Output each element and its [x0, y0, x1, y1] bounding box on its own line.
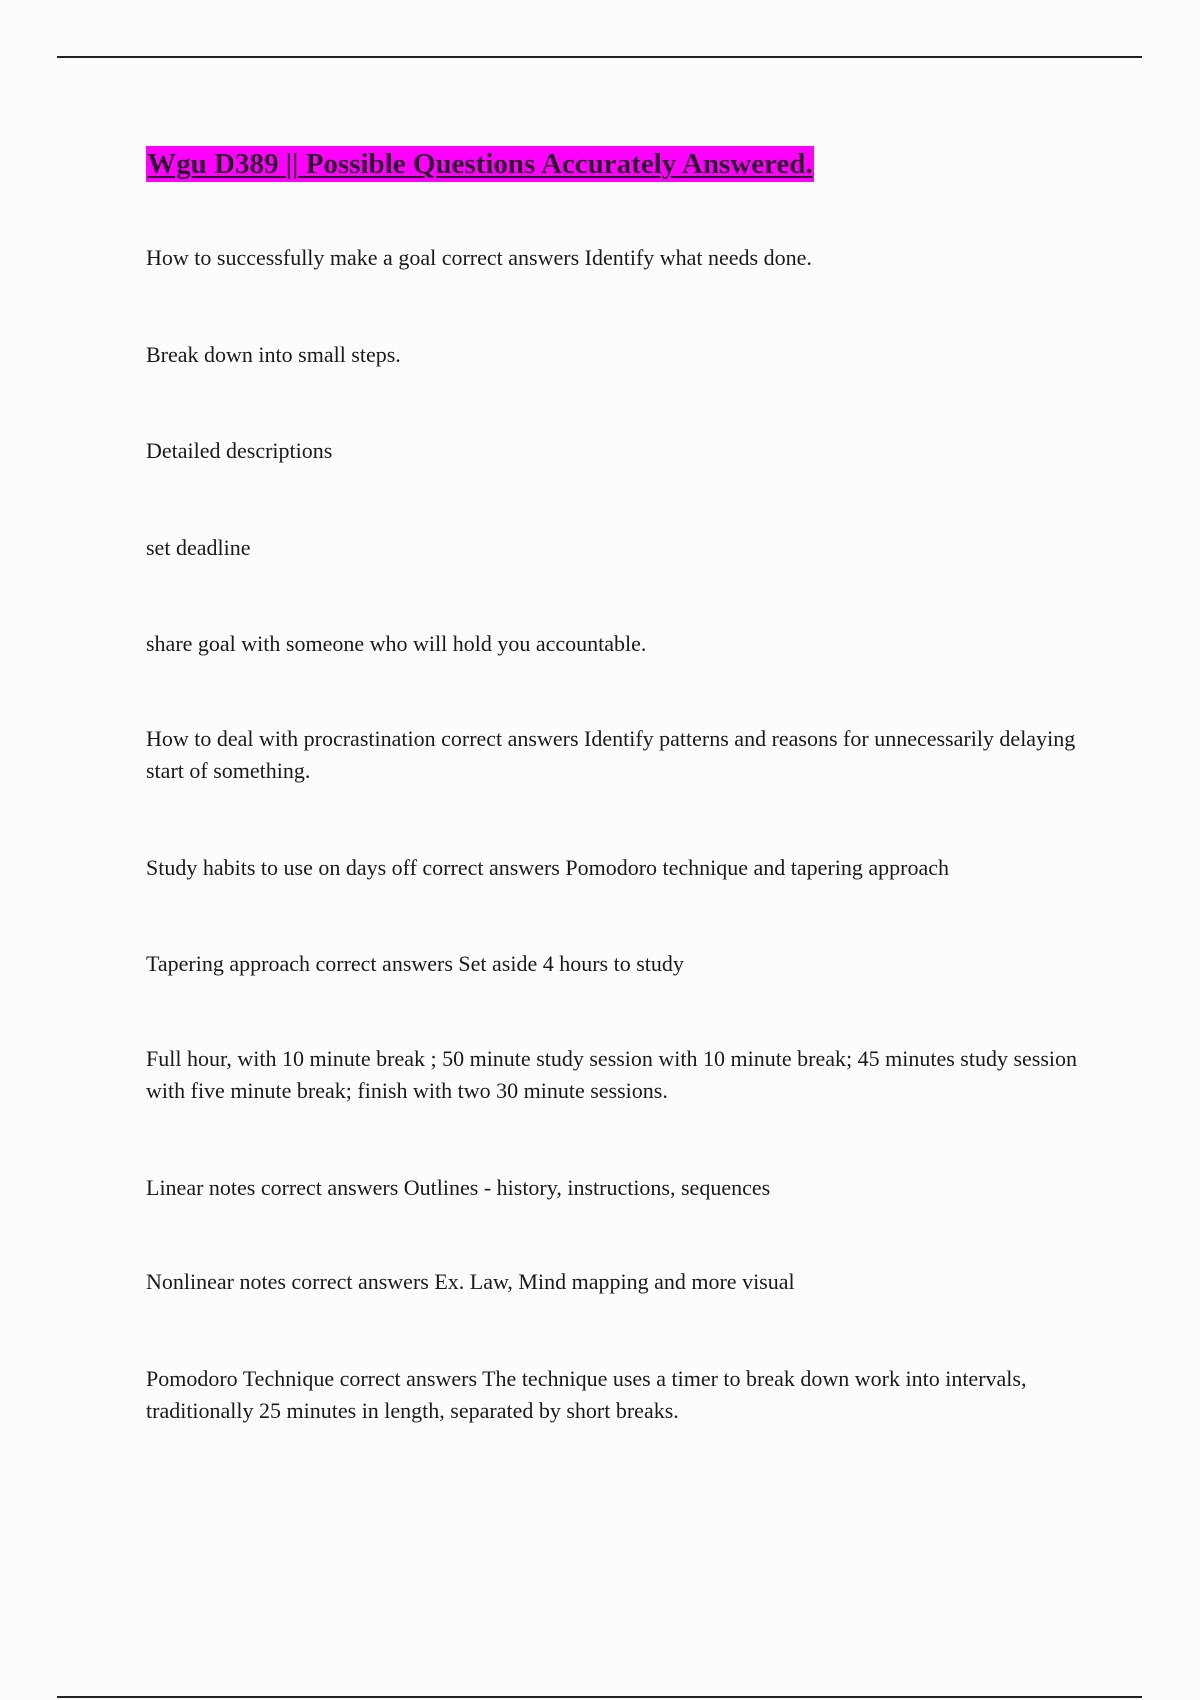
list-item: How to deal with procrastination correct answers Identify patterns and reasons for unnecessarily delaying start of something.: [146, 725, 1076, 783]
header-rule: [57, 56, 1142, 58]
list-item: share goal with someone who will hold you accountable.: [146, 631, 647, 656]
footer-rule: [57, 1696, 1142, 1698]
list-item: set deadline: [146, 534, 251, 560]
entry-list: [146, 242, 1096, 1428]
list-item: Break down into small steps.: [146, 341, 401, 367]
list-item: Linear notes correct answers Outlines - history, instructions, sequences: [146, 1174, 771, 1200]
document-body: [146, 146, 1096, 1428]
list-item: Nonlinear notes correct answers Ex. Law, Mind mapping and more visual: [146, 1269, 795, 1294]
list-item: Pomodoro Technique correct answers The technique uses a timer to break down work into intervals, traditionally 25 minutes in length, separated by short breaks.: [146, 1365, 1027, 1423]
list-item: How to successfully make a goal correct answers Identify what needs done.: [146, 245, 812, 270]
list-item: Full hour, with 10 minute break ; 50 minute study session with 10 minute break; 45 minutes study session with five minute break; finish with two 30 minute sessions.: [146, 1045, 1078, 1103]
list-item: Detailed descriptions: [146, 438, 333, 463]
list-item: Tapering approach correct answers Set aside 4 hours to study: [146, 951, 684, 976]
document-title: Wgu D389 || Possible Questions Accurately Answered.: [147, 148, 813, 180]
list-item: Study habits to use on days off correct answers Pomodoro technique and tapering approach: [146, 854, 949, 880]
